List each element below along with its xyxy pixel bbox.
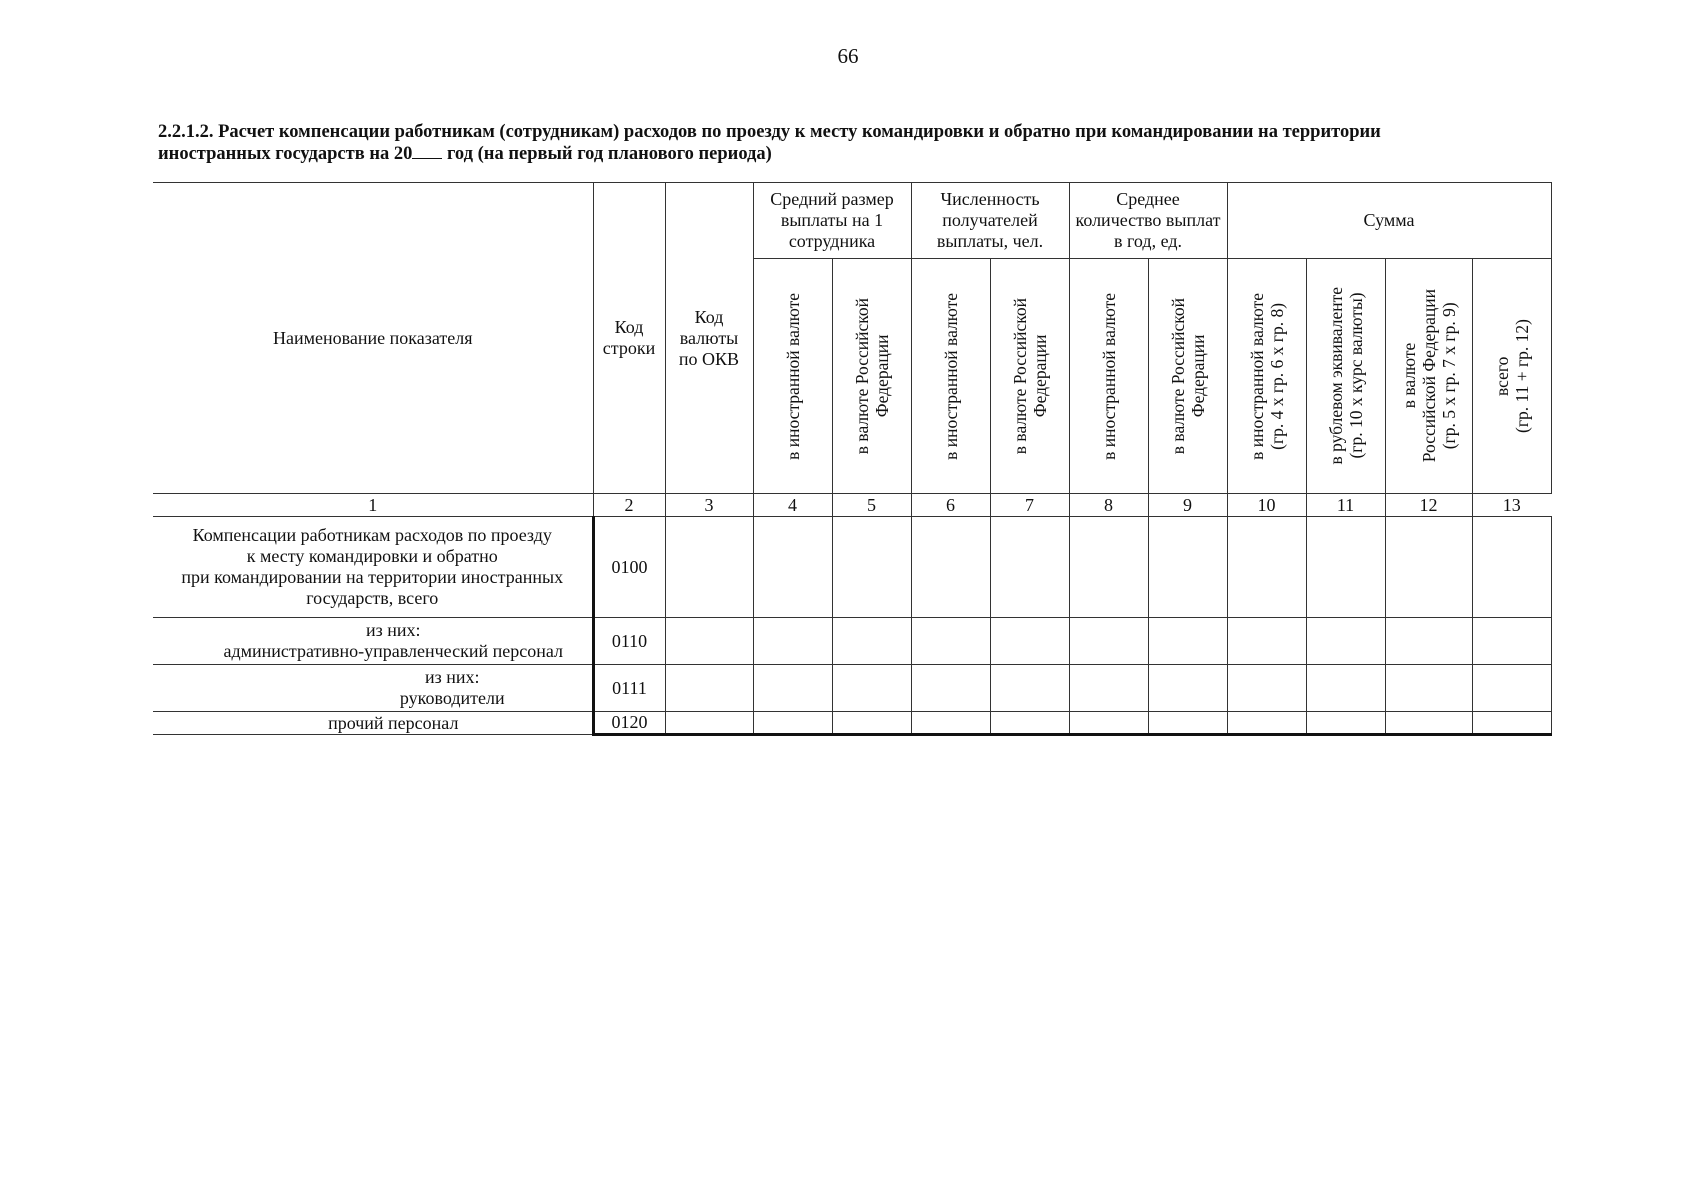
col-number: 6 — [911, 494, 990, 517]
data-cell[interactable] — [1227, 665, 1306, 712]
data-cell[interactable] — [1227, 712, 1306, 735]
page-number: 66 — [837, 44, 859, 68]
row-label: из них: руководители — [153, 665, 593, 712]
subheader-col8: в иностранной валюте — [1069, 259, 1148, 494]
heading-line-2-start: иностранных государств на 20 — [158, 144, 413, 164]
data-cell[interactable] — [1472, 712, 1551, 735]
data-cell[interactable] — [832, 517, 911, 618]
header-group-avg-payment: Средний размер выплаты на 1 сотрудника — [753, 183, 911, 259]
col-number: 4 — [753, 494, 832, 517]
header-group-sum: Сумма — [1227, 183, 1551, 259]
col-number: 5 — [832, 494, 911, 517]
data-cell[interactable] — [1148, 665, 1227, 712]
col-number: 3 — [665, 494, 753, 517]
section-heading — [158, 122, 1558, 165]
data-cell[interactable] — [911, 517, 990, 618]
data-cell[interactable] — [1385, 665, 1472, 712]
data-cell[interactable] — [832, 712, 911, 735]
table-row — [153, 618, 1551, 665]
data-cell[interactable] — [1069, 712, 1148, 735]
data-cell[interactable] — [990, 517, 1069, 618]
data-cell[interactable] — [1069, 618, 1148, 665]
data-cell[interactable] — [1385, 712, 1472, 735]
subheader-col4: в иностранной валюте — [753, 259, 832, 494]
data-cell[interactable] — [990, 618, 1069, 665]
data-cell[interactable] — [1148, 517, 1227, 618]
data-cell[interactable] — [1069, 665, 1148, 712]
heading-line-2 — [158, 143, 1558, 165]
data-cell[interactable] — [1472, 517, 1551, 618]
col-number: 2 — [593, 494, 665, 517]
subheader-col12: в валюте Российской Федерации (гр. 5 x гр. 7 x гр. 9) — [1385, 259, 1472, 494]
row-code: 0110 — [593, 618, 665, 665]
data-cell[interactable] — [911, 618, 990, 665]
col-number: 10 — [1227, 494, 1306, 517]
data-cell[interactable] — [1306, 665, 1385, 712]
data-cell[interactable] — [753, 618, 832, 665]
data-cell[interactable] — [1306, 712, 1385, 735]
data-cell[interactable] — [1306, 618, 1385, 665]
col-number: 1 — [153, 494, 593, 517]
table-row — [153, 665, 1551, 712]
data-cell[interactable] — [990, 712, 1069, 735]
col-number: 9 — [1148, 494, 1227, 517]
col-number: 13 — [1472, 494, 1551, 517]
row-label: прочий персонал — [153, 712, 593, 735]
data-cell[interactable] — [665, 712, 753, 735]
header-row-code: Код строки — [593, 183, 665, 494]
col-number: 11 — [1306, 494, 1385, 517]
data-cell[interactable] — [665, 618, 753, 665]
data-cell[interactable] — [1385, 618, 1472, 665]
data-cell[interactable] — [753, 665, 832, 712]
data-cell[interactable] — [1227, 517, 1306, 618]
subheader-col10: в иностранной валюте (гр. 4 x гр. 6 x гр. 8) — [1227, 259, 1306, 494]
row-code: 0111 — [593, 665, 665, 712]
subheader-col13: всего (гр. 11 + гр. 12) — [1472, 259, 1551, 494]
row-label: Компенсации работникам расходов по проезду к месту командировки и обратно при командировании на территории иностранных государств, всего — [153, 517, 593, 618]
data-cell[interactable] — [832, 618, 911, 665]
subheader-col7: в валюте Российской Федерации — [990, 259, 1069, 494]
data-cell[interactable] — [665, 517, 753, 618]
header-group-recipients: Численность получателей выплаты, чел. — [911, 183, 1069, 259]
row-label: из них: административно-управленческий персонал — [153, 618, 593, 665]
data-cell[interactable] — [1385, 517, 1472, 618]
year-blank-field[interactable] — [412, 143, 442, 159]
header-group-payments-per-year: Среднее количество выплат в год, ед. — [1069, 183, 1227, 259]
subheader-col5: в валюте Российской Федерации — [832, 259, 911, 494]
heading-line-2-end: год (на первый год планового периода) — [442, 144, 772, 164]
compensation-table — [153, 182, 1552, 736]
column-numbers-row — [153, 494, 1551, 517]
col-number: 7 — [990, 494, 1069, 517]
data-cell[interactable] — [1227, 618, 1306, 665]
data-cell[interactable] — [1148, 712, 1227, 735]
data-cell[interactable] — [1472, 618, 1551, 665]
data-cell[interactable] — [1306, 517, 1385, 618]
header-name: Наименование показателя — [153, 183, 593, 494]
col-number: 12 — [1385, 494, 1472, 517]
subheader-col9: в валюте Российской Федерации — [1148, 259, 1227, 494]
heading-line-1: 2.2.1.2. Расчет компенсации работникам (сотрудникам) расходов по проезду к месту командировки и обратно при командировании на территории — [158, 122, 1381, 142]
table-row — [153, 712, 1551, 735]
data-cell[interactable] — [832, 665, 911, 712]
col-number: 8 — [1069, 494, 1148, 517]
row-code: 0100 — [593, 517, 665, 618]
data-cell[interactable] — [1069, 517, 1148, 618]
subheader-col6: в иностранной валюте — [911, 259, 990, 494]
data-cell[interactable] — [753, 517, 832, 618]
table-row — [153, 517, 1551, 618]
data-cell[interactable] — [990, 665, 1069, 712]
data-cell[interactable] — [1148, 618, 1227, 665]
data-cell[interactable] — [911, 712, 990, 735]
data-cell[interactable] — [1472, 665, 1551, 712]
data-cell[interactable] — [665, 665, 753, 712]
data-cell[interactable] — [911, 665, 990, 712]
row-code: 0120 — [593, 712, 665, 735]
data-cell[interactable] — [753, 712, 832, 735]
header-currency-code: Код валюты по ОКВ — [665, 183, 753, 494]
subheader-col11: в рублевом эквиваленте (гр. 10 x курс валюты) — [1306, 259, 1385, 494]
